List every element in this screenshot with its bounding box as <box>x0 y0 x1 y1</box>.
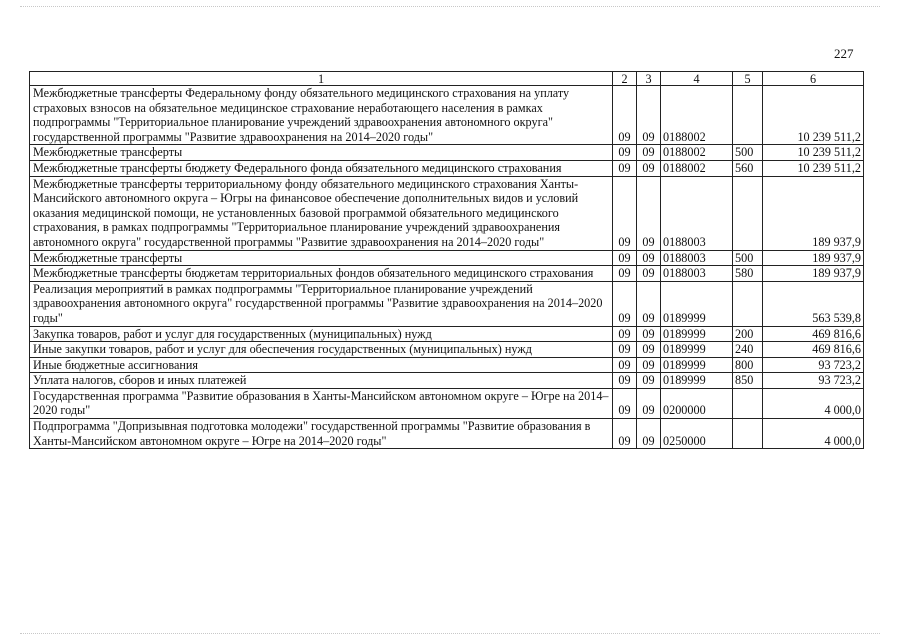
row-name: Подпрограмма "Допризывная подготовка молодежи" государственной программы "Развитие образования в Ханты-Мансийском автономном округе – Югре на 2014–2020 годы" <box>30 419 613 449</box>
table-row <box>30 250 864 266</box>
row-amount: 93 723,2 <box>763 357 864 373</box>
table-row <box>30 176 864 250</box>
row-target-article: 0188003 <box>661 176 733 250</box>
table-row <box>30 419 864 449</box>
row-target-article: 0189999 <box>661 373 733 389</box>
row-amount: 10 239 511,2 <box>763 145 864 161</box>
row-amount: 469 816,6 <box>763 326 864 342</box>
row-section: 09 <box>613 419 637 449</box>
row-expense-type: 240 <box>733 342 763 358</box>
row-subsection: 09 <box>637 160 661 176</box>
row-amount: 189 937,9 <box>763 266 864 282</box>
row-target-article: 0188002 <box>661 160 733 176</box>
row-amount: 4 000,0 <box>763 388 864 418</box>
row-name: Уплата налогов, сборов и иных платежей <box>30 373 613 389</box>
row-target-article: 0188002 <box>661 86 733 145</box>
row-section: 09 <box>613 250 637 266</box>
row-amount: 189 937,9 <box>763 250 864 266</box>
row-section: 09 <box>613 281 637 326</box>
table-row <box>30 342 864 358</box>
row-name: Государственная программа "Развитие образования в Ханты-Мансийском автономном округе – Югре на 2014–2020 годы" <box>30 388 613 418</box>
row-subsection: 09 <box>637 373 661 389</box>
row-subsection: 09 <box>637 176 661 250</box>
page-number: 227 <box>834 46 854 61</box>
table-header-row <box>30 72 864 86</box>
header-col-1: 1 <box>30 72 613 86</box>
row-name: Закупка товаров, работ и услуг для государственных (муниципальных) нужд <box>30 326 613 342</box>
row-expense-type: 500 <box>733 250 763 266</box>
row-subsection: 09 <box>637 86 661 145</box>
row-subsection: 09 <box>637 419 661 449</box>
row-section: 09 <box>613 342 637 358</box>
row-amount: 189 937,9 <box>763 176 864 250</box>
row-expense-type: 200 <box>733 326 763 342</box>
row-target-article: 0189999 <box>661 357 733 373</box>
row-subsection: 09 <box>637 326 661 342</box>
row-expense-type <box>733 281 763 326</box>
row-expense-type <box>733 419 763 449</box>
row-subsection: 09 <box>637 357 661 373</box>
row-section: 09 <box>613 160 637 176</box>
row-name: Реализация мероприятий в рамках подпрограммы "Территориальное планирование учреждений здравоохранения автономного округа" государственной программы "Развитие здравоохранения на 2014–2020 годы" <box>30 281 613 326</box>
row-name: Межбюджетные трансферты бюджету Федерального фонда обязательного медицинского страхования <box>30 160 613 176</box>
row-subsection: 09 <box>637 388 661 418</box>
row-target-article: 0189999 <box>661 342 733 358</box>
row-expense-type: 500 <box>733 145 763 161</box>
table-row <box>30 388 864 418</box>
row-section: 09 <box>613 176 637 250</box>
row-subsection: 09 <box>637 266 661 282</box>
row-amount: 10 239 511,2 <box>763 86 864 145</box>
row-subsection: 09 <box>637 250 661 266</box>
row-amount: 4 000,0 <box>763 419 864 449</box>
table-row <box>30 281 864 326</box>
row-name: Межбюджетные трансферты <box>30 250 613 266</box>
header-col-4: 4 <box>661 72 733 86</box>
scan-edge-bottom <box>20 633 880 635</box>
table-row <box>30 86 864 145</box>
row-expense-type: 850 <box>733 373 763 389</box>
row-expense-type: 580 <box>733 266 763 282</box>
row-subsection: 09 <box>637 342 661 358</box>
row-name: Межбюджетные трансферты территориальному фонду обязательного медицинского страхования Ханты-Мансийского автономного округа – Югры на финансовое обеспечение дополнительных видов и условий оказания медицинской помощи, не установленных базовой программой обязательного медицинского страхования, в рамках подпрограммы "Территориальное планирование учреждений здравоохранения автономного округа" государственной программы "Развитие здравоохранения на 2014–2020 годы" <box>30 176 613 250</box>
header-col-6: 6 <box>763 72 864 86</box>
row-target-article: 0189999 <box>661 281 733 326</box>
row-amount: 93 723,2 <box>763 373 864 389</box>
row-target-article: 0250000 <box>661 419 733 449</box>
table-row <box>30 373 864 389</box>
row-expense-type <box>733 176 763 250</box>
row-section: 09 <box>613 145 637 161</box>
row-section: 09 <box>613 388 637 418</box>
row-expense-type <box>733 86 763 145</box>
row-section: 09 <box>613 86 637 145</box>
budget-table <box>29 71 864 449</box>
table-row <box>30 145 864 161</box>
table-row <box>30 326 864 342</box>
row-amount: 469 816,6 <box>763 342 864 358</box>
row-expense-type <box>733 388 763 418</box>
row-section: 09 <box>613 326 637 342</box>
row-section: 09 <box>613 357 637 373</box>
row-name: Межбюджетные трансферты Федеральному фонду обязательного медицинского страхования на уплату страховых взносов на обязательное медицинское страхование неработающего населения в рамках подпрограммы "Территориальное планирование учреждений здравоохранения автономного округа" государственной программы "Развитие здравоохранения на 2014–2020 годы" <box>30 86 613 145</box>
header-col-2: 2 <box>613 72 637 86</box>
row-expense-type: 800 <box>733 357 763 373</box>
row-subsection: 09 <box>637 145 661 161</box>
row-name: Иные закупки товаров, работ и услуг для обеспечения государственных (муниципальных) нужд <box>30 342 613 358</box>
row-section: 09 <box>613 373 637 389</box>
row-name: Межбюджетные трансферты <box>30 145 613 161</box>
table-row <box>30 357 864 373</box>
row-amount: 563 539,8 <box>763 281 864 326</box>
table-row <box>30 160 864 176</box>
row-subsection: 09 <box>637 281 661 326</box>
row-target-article: 0188003 <box>661 250 733 266</box>
row-section: 09 <box>613 266 637 282</box>
row-name: Межбюджетные трансферты бюджетам территориальных фондов обязательного медицинского страхования <box>30 266 613 282</box>
header-col-3: 3 <box>637 72 661 86</box>
row-name: Иные бюджетные ассигнования <box>30 357 613 373</box>
row-expense-type: 560 <box>733 160 763 176</box>
scan-edge-top <box>20 6 880 8</box>
table-row <box>30 266 864 282</box>
row-target-article: 0200000 <box>661 388 733 418</box>
row-target-article: 0189999 <box>661 326 733 342</box>
row-target-article: 0188002 <box>661 145 733 161</box>
row-amount: 10 239 511,2 <box>763 160 864 176</box>
row-target-article: 0188003 <box>661 266 733 282</box>
header-col-5: 5 <box>733 72 763 86</box>
